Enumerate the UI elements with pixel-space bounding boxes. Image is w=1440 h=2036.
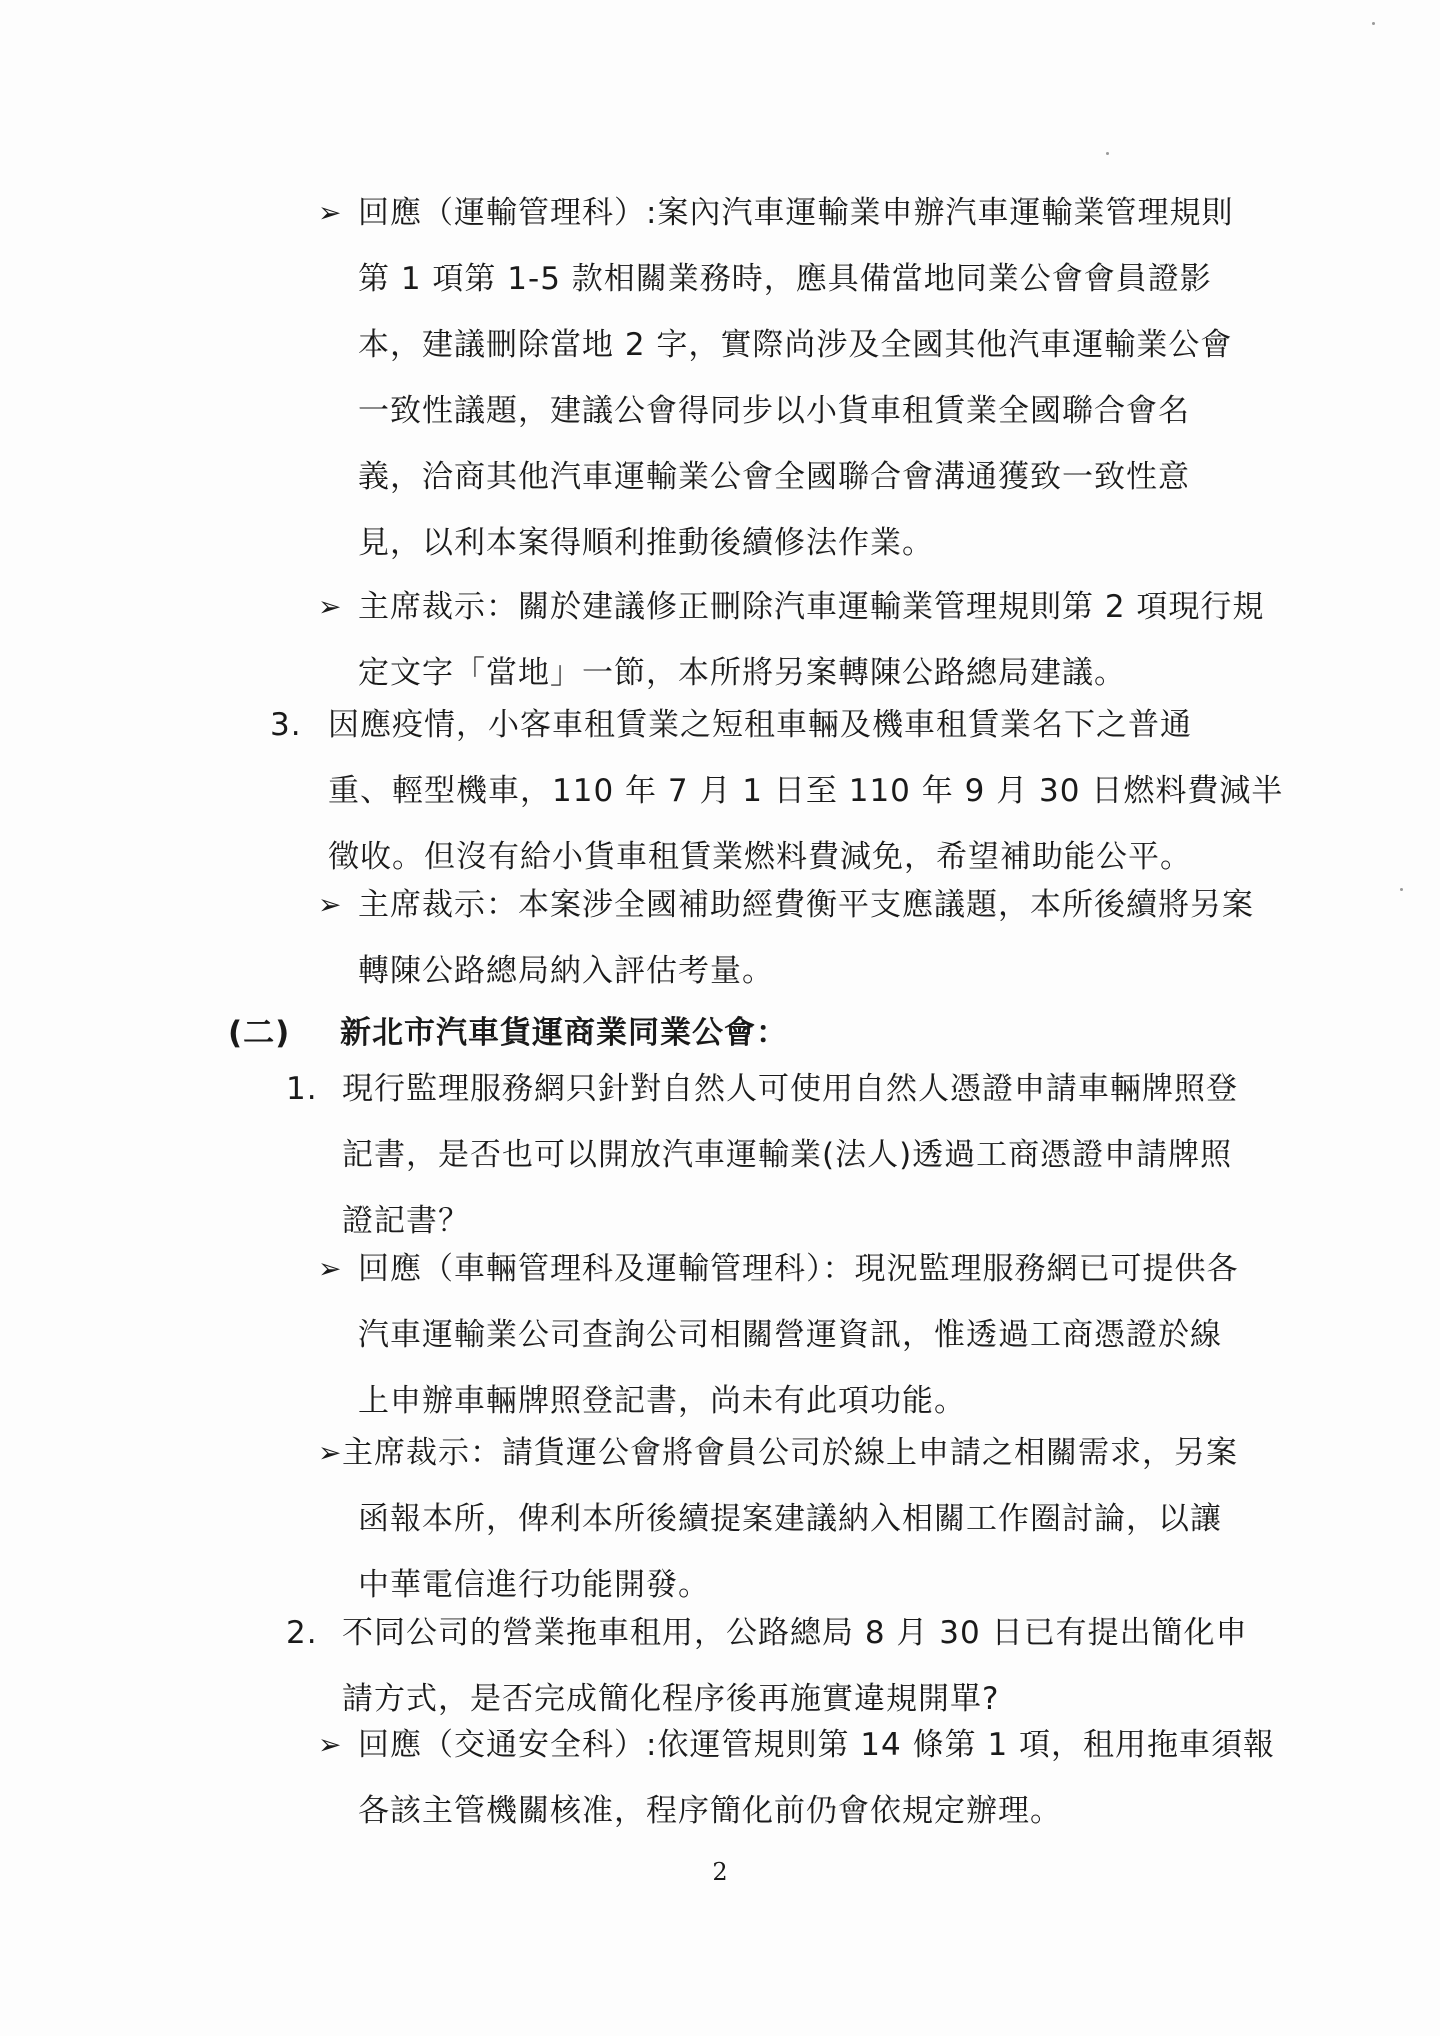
text-line: 請方式，是否完成簡化程序後再施實違規開單? bbox=[342, 1681, 1000, 1717]
chair-ruling-online-application bbox=[318, 1420, 1238, 1618]
heading-number: (二) bbox=[228, 1015, 291, 1051]
text-line: 主席裁示：關於建議修正刪除汽車運輸業管理規則第 2 項現行規 bbox=[358, 589, 1265, 625]
text-line: 見，以利本案得順利推動後續修法作業。 bbox=[358, 525, 934, 561]
text-line: 本，建議刪除當地 2 字，實際尚涉及全國其他汽車運輸業公會 bbox=[358, 327, 1233, 363]
arrow-bullet-icon: ➢ bbox=[318, 590, 343, 623]
item-number: 2. bbox=[286, 1615, 318, 1651]
arrow-bullet-icon: ➢ bbox=[318, 1728, 343, 1761]
response-traffic-safety bbox=[318, 1712, 1276, 1844]
text-line: 各該主管機關核准，程序簡化前仍會依規定辦理。 bbox=[358, 1793, 1062, 1829]
text-line: 上申辦車輛牌照登記書，尚未有此項功能。 bbox=[358, 1383, 966, 1419]
text-line: 函報本所，俾利本所後續提案建議納入相關工作圈討論，以讓 bbox=[358, 1501, 1222, 1537]
text-line: 第 1 項第 1-5 款相關業務時，應具備當地同業公會會員證影 bbox=[358, 261, 1212, 297]
text-line: 一致性議題，建議公會得同步以小貨車租賃業全國聯合會名 bbox=[358, 393, 1190, 429]
response-transport-management bbox=[318, 180, 1234, 576]
scan-speck bbox=[1106, 152, 1109, 155]
item-number: 1. bbox=[286, 1071, 318, 1107]
item-3-fuel-fee bbox=[270, 692, 1284, 890]
item-number: 3. bbox=[270, 707, 302, 743]
text-line: 徵收。但沒有給小貨車租賃業燃料費減免，希望補助能公平。 bbox=[328, 839, 1192, 875]
arrow-bullet-icon: ➢ bbox=[318, 888, 343, 921]
text-line: 證記書？ bbox=[342, 1203, 470, 1239]
response-vehicle-management bbox=[318, 1236, 1239, 1434]
arrow-bullet-icon: ➢ bbox=[318, 196, 343, 229]
arrow-bullet-icon: ➢ bbox=[318, 1436, 343, 1469]
text-line: 回應（交通安全科）:依運管規則第 14 條第 1 項，租用拖車須報 bbox=[358, 1727, 1276, 1763]
text-line: 轉陳公路總局納入評估考量。 bbox=[358, 953, 774, 989]
text-line: 記書，是否也可以開放汽車運輸業(法人)透過工商憑證申請牌照 bbox=[342, 1137, 1233, 1173]
text-line: 中華電信進行功能開發。 bbox=[358, 1567, 710, 1603]
chair-ruling-local-wording bbox=[318, 574, 1265, 706]
text-line: 回應（車輛管理科及運輸管理科）：現況監理服務網已可提供各 bbox=[358, 1251, 1239, 1287]
scan-speck bbox=[1372, 22, 1375, 25]
text-line: 汽車運輸業公司查詢公司相關營運資訊，惟透過工商憑證於線 bbox=[358, 1317, 1222, 1353]
text-line: 回應（運輸管理科）:案內汽車運輸業申辦汽車運輸業管理規則 bbox=[358, 195, 1234, 231]
text-line: 不同公司的營業拖車租用，公路總局 8 月 30 日已有提出簡化申 bbox=[342, 1615, 1248, 1651]
chair-ruling-subsidy bbox=[318, 872, 1254, 1004]
text-line: 定文字「當地」一節，本所將另案轉陳公路總局建議。 bbox=[358, 655, 1126, 691]
text-line: 主席裁示：請貨運公會將會員公司於線上申請之相關需求，另案 bbox=[342, 1435, 1238, 1471]
text-line: 因應疫情，小客車租賃業之短租車輛及機車租賃業名下之普通 bbox=[328, 707, 1192, 743]
text-line: 現行監理服務網只針對自然人可使用自然人憑證申請車輛牌照登 bbox=[342, 1071, 1238, 1107]
arrow-bullet-icon: ➢ bbox=[318, 1252, 343, 1285]
page-number: 2 bbox=[712, 1858, 728, 1886]
text-line: 重、輕型機車，110 年 7 月 1 日至 110 年 9 月 30 日燃料費減半 bbox=[328, 773, 1284, 809]
item-1-certificate bbox=[286, 1056, 1238, 1254]
heading-text: 新北市汽車貨運商業同業公會： bbox=[340, 1015, 788, 1051]
text-line: 義，洽商其他汽車運輸業公會全國聯合會溝通獲致一致性意 bbox=[358, 459, 1190, 495]
text-line: 主席裁示：本案涉全國補助經費衡平支應議題，本所後續將另案 bbox=[358, 887, 1254, 923]
scan-speck bbox=[1400, 888, 1403, 891]
